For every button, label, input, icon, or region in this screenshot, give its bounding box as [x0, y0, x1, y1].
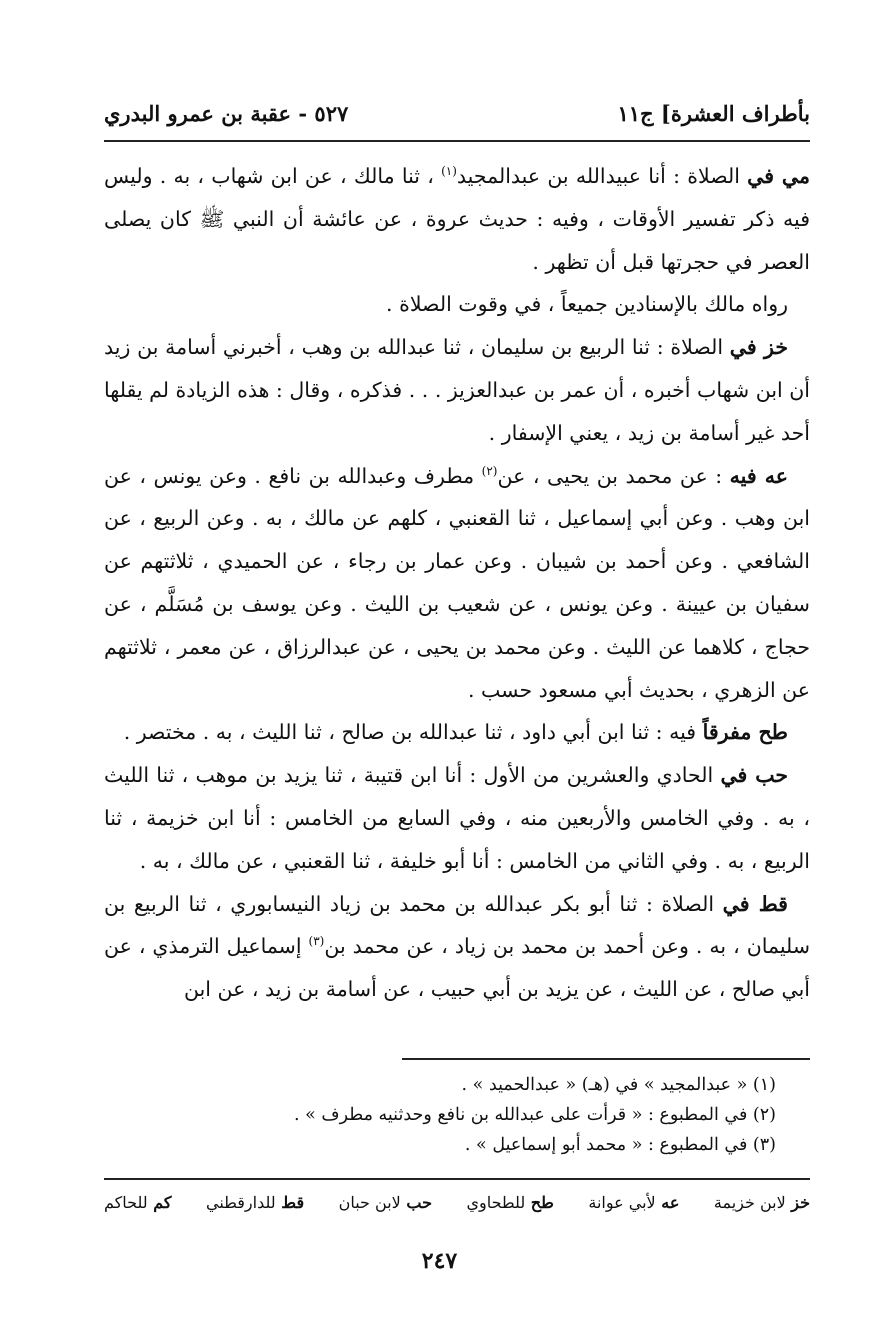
abbreviation-item: طح للطحاوي	[466, 1193, 554, 1212]
footnote-2: (٢) في المطبوع : « قرأت على عبدالله بن نافع وحدثنيه مطرف » .	[294, 1105, 776, 1125]
paragraph	[104, 711, 810, 754]
paragraph-text: رواه مالك بالإسنادين جميعاً ، في وقوت الصلاة .	[386, 292, 788, 317]
abbreviation-item: خز لابن خزيمة	[713, 1193, 810, 1212]
abbreviation-item: كم للحاكم	[104, 1193, 172, 1212]
paragraph-text: إسماعيل الترمذي ، عن أبي صالح ، عن الليث ، عن يزيد بن أبي حبيب ، عن أسامة بن زيد ، عن ابن	[104, 934, 810, 1002]
bottom-divider	[104, 1178, 810, 1180]
footnote-divider	[402, 1058, 810, 1060]
paragraph-text: الصلاة : ثنا الربيع بن سليمان ، ثنا عبدالله بن وهب ، أخبرني أسامة بن زيد أن ابن شهاب أخبره ، أن عمر بن عبدالعزيز . . . فذكره ، وقال : هذه الزيادة لم يقلها أحد غير أسامة بن زيد ، يعني الإسفار .	[104, 335, 810, 445]
source-abbreviation: خز في	[729, 335, 788, 360]
footnote-1: (١) « عبدالمجيد » في (هـ) « عبدالحميد » .	[461, 1075, 776, 1095]
running-header	[104, 80, 810, 126]
paragraph-text: الصلاة : أنا عبيدالله بن عبدالمجيد	[456, 164, 748, 188]
header-book-title: بأطراف العشرة] ج١١	[617, 101, 810, 126]
main-text	[104, 155, 810, 1011]
footnote-marker: (٣)	[308, 934, 325, 949]
paragraph-text: فيه : ثنا ابن أبي داود ، ثنا عبدالله بن صالح ، ثنا الليث ، به . مختصر .	[123, 720, 703, 745]
paragraph	[104, 155, 810, 283]
footnote-3: (٣) في المطبوع : « محمد أبو إسماعيل » .	[464, 1135, 776, 1155]
paragraph	[104, 883, 810, 1011]
paragraph	[104, 326, 810, 454]
header-section-title: ٥٢٧ - عقبة بن عمرو البدري	[104, 101, 349, 126]
paragraph	[104, 455, 810, 712]
source-abbreviation: قط في	[722, 891, 788, 916]
abbreviation-item: عه لأبي عوانة	[588, 1193, 680, 1212]
page-number: ٢٤٧	[421, 1248, 458, 1274]
source-abbreviation: طح مفرقاً	[702, 720, 788, 745]
source-abbreviation: عه فيه	[729, 463, 788, 488]
abbreviation-item: حب لابن حبان	[338, 1193, 432, 1212]
paragraph-text: الصلاة : ثنا أبو بكر عبدالله بن محمد بن زياد النيسابوري ، ثنا الربيع بن سليمان ، به . وعن أحمد بن محمد بن زياد ، عن محمد بن	[104, 891, 810, 959]
footnotes	[104, 1070, 810, 1160]
abbreviation-item: قط للدارقطني	[205, 1193, 305, 1212]
paragraph-text: : عن محمد بن يحيى ، عن	[497, 463, 730, 488]
source-abbreviation: حب في	[720, 763, 789, 788]
footnote-marker: (٢)	[481, 463, 498, 478]
abbreviation-legend	[104, 1193, 810, 1212]
paragraph-text: مطرف وعبدالله بن نافع . وعن يونس ، عن ابن وهب . وعن أبي إسماعيل ، ثنا القعنبي ، كلهم عن مالك ، به . وعن الربيع ، عن الشافعي . وعن أحمد بن شيبان . وعن عمار بن رجاء ، عن الحميدي ، ثلاثتهم عن سفيان بن عيينة . وعن يونس ، عن شعيب بن الليث . وعن يوسف بن مُسَلَّم ، عن حجاج ، كلاهما عن الليث . وعن محمد بن يحيى ، عن عبدالرزاق ، عن معمر ، ثلاثتهم عن الزهري ، بحديث أبي مسعود حسب .	[104, 463, 810, 702]
paragraph	[104, 754, 810, 882]
paragraph-text: ، ثنا مالك ، عن ابن شهاب ، به . وليس فيه ذكر تفسير الأوقات ، وفيه : حديث عروة ، عن عائشة أن النبي ﷺ كان يصلى العصر في حجرتها قبل أن تظهر .	[104, 164, 810, 274]
footnote-marker: (١)	[441, 164, 457, 179]
header-divider	[104, 140, 810, 142]
source-abbreviation: مي في	[747, 164, 810, 188]
paragraph	[104, 283, 810, 326]
paragraph-text: الحادي والعشرين من الأول : أنا ابن قتيبة ، ثنا يزيد بن موهب ، ثنا الليث ، به . وفي الخامس والأربعين منه ، وفي السابع من الخامس : أنا ابن خزيمة ، ثنا الربيع ، به . وفي الثاني من الخامس : أنا أبو خليفة ، ثنا القعنبي ، عن مالك ، به .	[104, 763, 810, 873]
